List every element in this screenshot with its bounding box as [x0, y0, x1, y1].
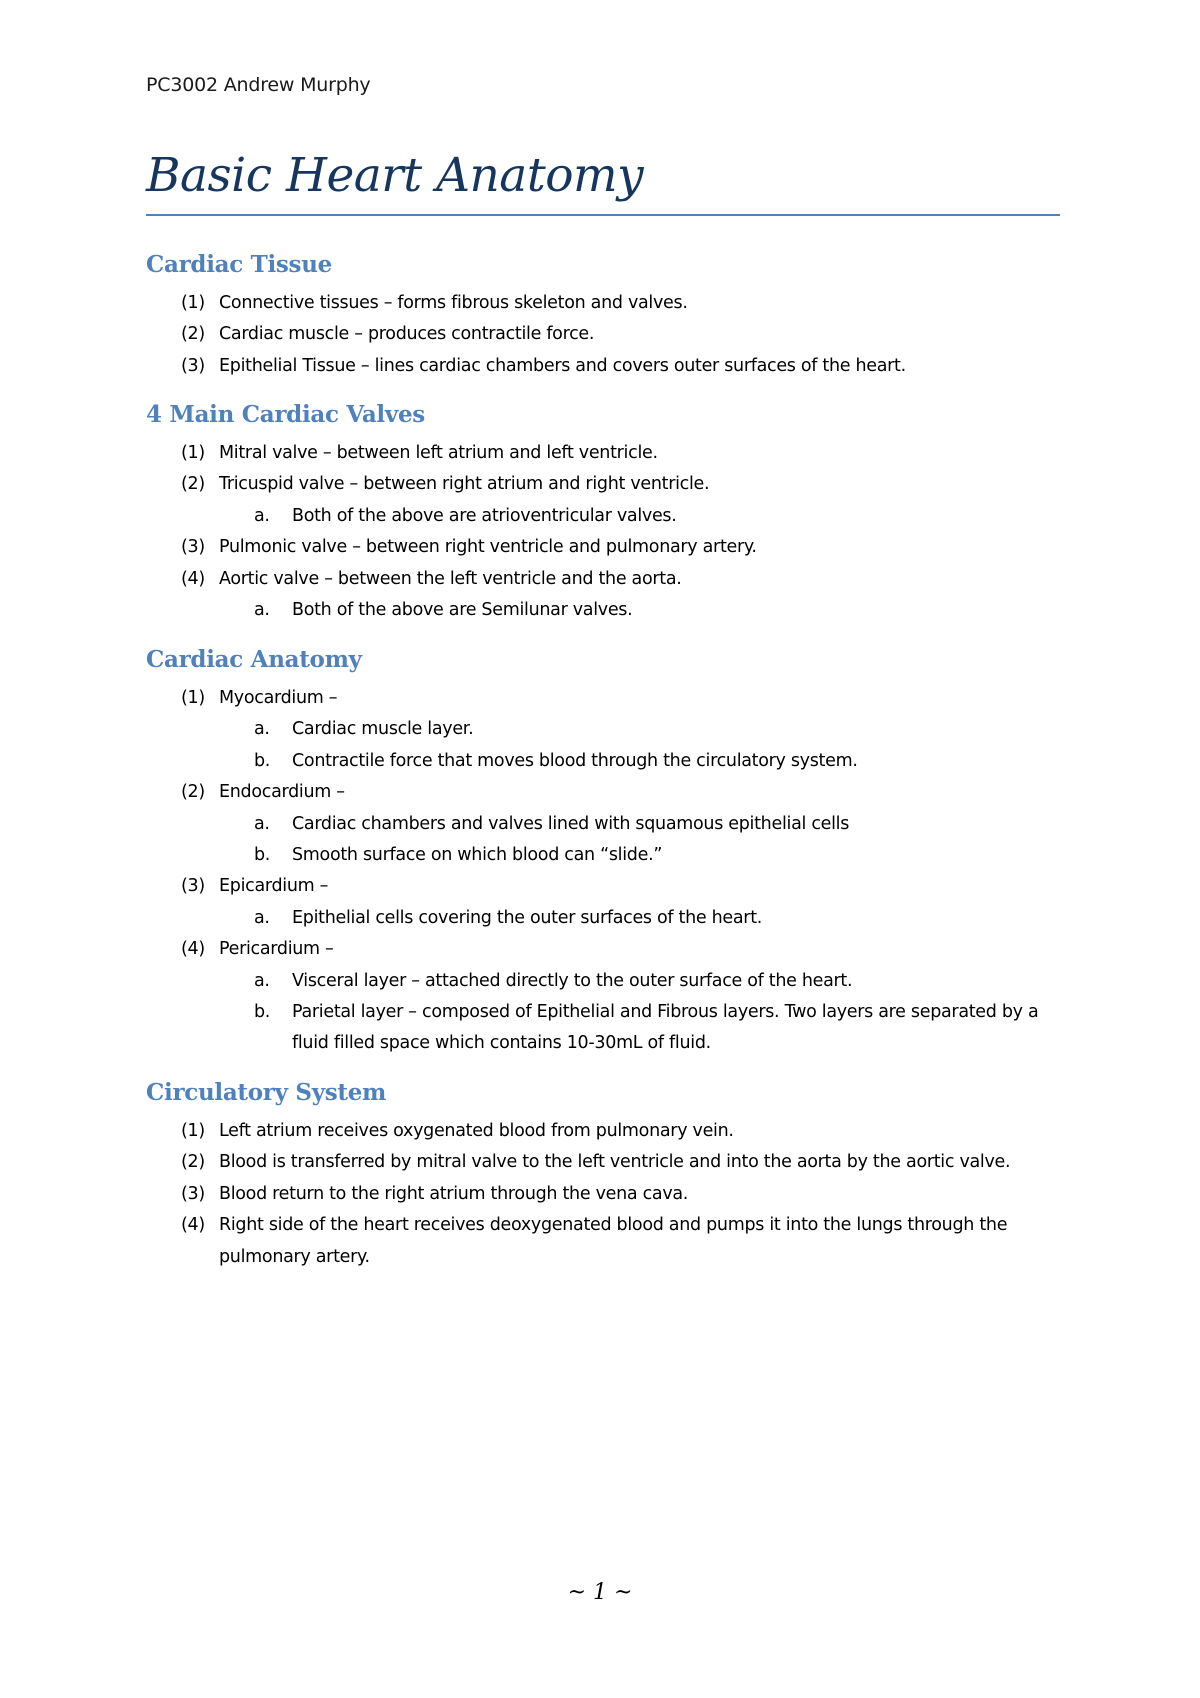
sub-item-text: Both of the above are Semilunar valves. [292, 600, 633, 621]
item-text: Blood is transferred by mitral valve to the left ventricle and into the aorta by the aortic valve. [219, 1152, 1011, 1173]
section-heading: Cardiac Tissue [146, 251, 332, 278]
sub-item-letter: a. [254, 813, 270, 834]
sub-item [146, 840, 1066, 871]
item-text: Myocardium – [219, 688, 338, 708]
list-item [146, 1116, 1066, 1147]
list-item [146, 871, 1066, 902]
item-text: Connective tissues – forms fibrous skeleton and valves. [219, 293, 688, 313]
section-circulatory-system [146, 1076, 1066, 1273]
section-cardiac-valves [146, 398, 1066, 626]
item-text: Pericardium – [219, 939, 334, 960]
sub-item-letter: a. [254, 600, 270, 621]
item-number: (3) [181, 537, 205, 558]
item-text: Left atrium receives oxygenated blood from pulmonary vein. [219, 1121, 734, 1141]
sub-item [146, 746, 1066, 777]
item-number: (1) [181, 293, 205, 313]
title-underline [146, 214, 1060, 216]
sub-item-letter: a. [254, 907, 270, 928]
sub-item [146, 809, 1066, 840]
sub-item [146, 997, 1066, 1060]
list-item [146, 532, 1066, 563]
sub-item-letter: b. [254, 845, 271, 866]
item-number: (3) [181, 1183, 205, 1204]
section-cardiac-anatomy [146, 643, 1066, 1060]
item-number: (2) [181, 324, 205, 345]
sub-item-text: Visceral layer – attached directly to the outer surface of the heart. [292, 970, 853, 991]
item-text: Blood return to the right atrium through the vena cava. [219, 1183, 689, 1204]
sub-item-letter: a. [254, 970, 270, 991]
list-item [146, 934, 1066, 965]
list-item [146, 1179, 1066, 1210]
sub-item [146, 966, 1066, 997]
item-text: Aortic valve – between the left ventricle and the aorta. [219, 568, 682, 589]
item-number: (1) [181, 688, 205, 708]
sub-item [146, 903, 1066, 934]
item-text: Pulmonic valve – between right ventricle and pulmonary artery. [219, 537, 757, 558]
item-number: (4) [181, 1215, 205, 1236]
section-cardiac-tissue [146, 248, 1066, 382]
list-item [146, 1147, 1066, 1178]
item-text: Right side of the heart receives deoxygenated blood and pumps it into the lungs through the pulmonary artery. [219, 1215, 1008, 1267]
item-number: (4) [181, 939, 205, 960]
sub-item-text: Cardiac muscle layer. [292, 719, 474, 740]
sub-item-text: Epithelial cells covering the outer surfaces of the heart. [292, 907, 763, 928]
list-item [146, 683, 1066, 714]
item-text: Epicardium – [219, 876, 329, 897]
item-number: (2) [181, 1152, 205, 1173]
item-number: (1) [181, 443, 205, 463]
list-item [146, 777, 1066, 808]
sub-item-letter: b. [254, 1002, 271, 1023]
list-item [146, 351, 1066, 382]
sub-item-text: Cardiac chambers and valves lined with squamous epithelial cells [292, 813, 850, 834]
page-header: PC3002 Andrew Murphy [146, 74, 371, 96]
item-number: (3) [181, 876, 205, 897]
item-text: Endocardium – [219, 782, 345, 803]
item-text: Epithelial Tissue – lines cardiac chambers and covers outer surfaces of the heart. [219, 355, 906, 376]
item-number: (4) [181, 568, 205, 589]
section-heading: Cardiac Anatomy [146, 646, 362, 673]
sub-item [146, 501, 1066, 532]
page-title: Basic Heart Anatomy [146, 148, 644, 203]
section-heading: Circulatory System [146, 1079, 387, 1106]
sub-item-letter: a. [254, 719, 270, 740]
item-number: (2) [181, 782, 205, 803]
sub-item-text: Smooth surface on which blood can “slide.” [292, 845, 663, 866]
list-item [146, 469, 1066, 500]
item-text: Mitral valve – between left atrium and left ventricle. [219, 443, 658, 463]
item-text: Tricuspid valve – between right atrium and right ventricle. [219, 474, 710, 495]
list-item [146, 319, 1066, 350]
list-item [146, 438, 1066, 469]
item-number: (3) [181, 355, 205, 376]
section-heading: 4 Main Cardiac Valves [146, 401, 425, 428]
list-item [146, 564, 1066, 595]
sub-item [146, 595, 1066, 626]
item-number: (2) [181, 474, 205, 495]
sub-item-letter: a. [254, 505, 270, 526]
list-item [146, 1210, 1066, 1273]
item-text: Cardiac muscle – produces contractile force. [219, 324, 595, 345]
sub-item [146, 714, 1066, 745]
sub-item-letter: b. [254, 750, 271, 771]
sub-item-text: Contractile force that moves blood through the circulatory system. [292, 750, 858, 771]
sub-item-text: Both of the above are atrioventricular valves. [292, 505, 677, 526]
sub-item-text: Parietal layer – composed of Epithelial and Fibrous layers. Two layers are separated by a fluid filled space which contains 10-30mL of fluid. [292, 1002, 1039, 1054]
list-item [146, 288, 1066, 319]
page-number: ~ 1 ~ [567, 1580, 633, 1605]
item-number: (1) [181, 1121, 205, 1141]
